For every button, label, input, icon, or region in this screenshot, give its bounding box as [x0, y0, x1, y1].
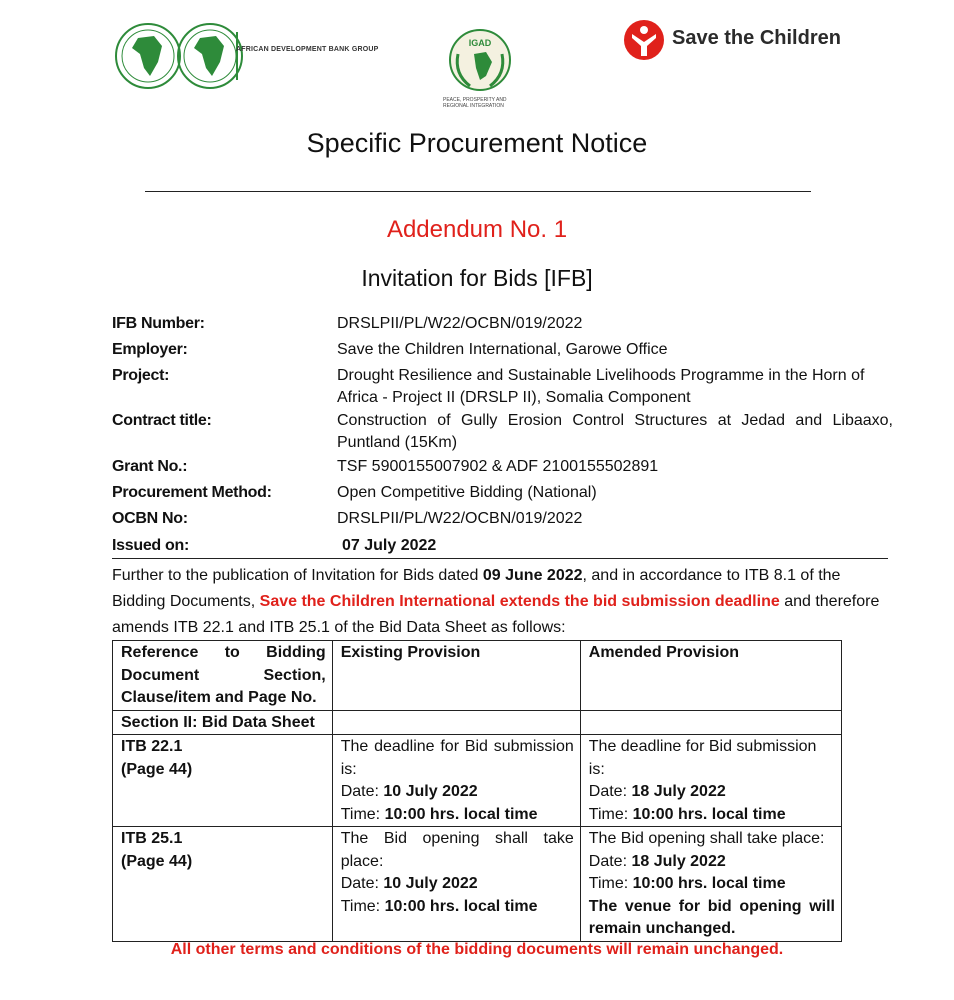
ifb-heading: Invitation for Bids [IFB]: [361, 265, 593, 291]
provision-text: The Bid opening shall take place:: [340, 830, 574, 870]
info-value: TSF 5900155007902 & ADF 2100155502891: [337, 458, 659, 475]
info-value: Open Competitive Bidding (National): [337, 484, 597, 501]
table-row: [113, 827, 842, 942]
amended-provision-cell: [580, 827, 841, 942]
info-label: IFB Number:: [112, 315, 205, 332]
info-label: Issued on:: [112, 537, 190, 554]
table-section-row: [113, 710, 842, 735]
info-value: DRSLPII/PL/W22/OCBN/019/2022: [337, 315, 583, 332]
empty-cell: [332, 710, 580, 735]
info-value: 07 July 2022: [342, 537, 437, 554]
time-value: 10:00 hrs. local time: [632, 805, 786, 823]
time-value: 10:00 hrs. local time: [384, 897, 538, 915]
date-value: 18 July 2022: [631, 783, 726, 800]
reference-item: ITB 25.1: [121, 830, 183, 847]
existing-provision-cell: [332, 735, 580, 827]
afdb-logo-icon: [110, 16, 400, 96]
empty-cell: [580, 710, 841, 735]
date-label: Date:: [340, 783, 384, 800]
reference-cell: [113, 827, 333, 942]
igad-label: PEACE, PROSPERITY AND REGIONAL INTEGRATION: [443, 97, 507, 109]
reference-page: (Page 44): [121, 760, 193, 778]
provision-text: The Bid opening shall take place:: [588, 830, 825, 847]
time-label: Time:: [588, 805, 633, 823]
addendum-heading: Addendum No. 1: [386, 216, 568, 243]
date-label: Date:: [340, 875, 384, 892]
paragraph-text: and therefore amends ITB 22.1 and ITB 25.1 of the Bid Data Sheet as follows:: [112, 593, 880, 636]
afdb-label: AFRICAN DEVELOPMENT BANK GROUP: [236, 46, 379, 53]
info-label: Project:: [112, 367, 170, 384]
logo-header: [0, 10, 954, 120]
existing-provision-cell: [332, 827, 580, 942]
date-label: Date:: [588, 783, 632, 800]
save-the-children-label: Save the Children: [672, 27, 841, 49]
info-value: Save the Children International, Garowe Office: [337, 341, 668, 358]
info-value: Construction of Gully Erosion Control Structures at Jedad and Libaaxo, Puntland (15Km): [337, 412, 893, 451]
paragraph-text: , and in accordance to ITB 8.1 of the Bidding Documents,: [112, 567, 841, 610]
time-label: Time:: [340, 897, 385, 915]
paragraph-text: Further to the publication of Invitation for Bids dated: [112, 567, 483, 584]
provision-time: [589, 873, 835, 896]
info-label: Contract title:: [112, 412, 212, 429]
section-label: Section II: Bid Data Sheet: [113, 710, 333, 735]
provision-text: The deadline for Bid submission is:: [340, 738, 574, 778]
info-value: DRSLPII/PL/W22/OCBN/019/2022: [337, 510, 583, 527]
time-label: Time:: [340, 805, 385, 823]
provision-text: The deadline for Bid submission is:: [588, 738, 817, 778]
reference-item: ITB 22.1: [121, 738, 183, 755]
header-reference: Reference to Bidding Document Section, Clause/item and Page No.: [113, 641, 333, 711]
page-title: Specific Procurement Notice: [306, 128, 648, 158]
reference-cell: [113, 735, 333, 827]
svg-text:IGAD: IGAD: [468, 38, 492, 48]
time-value: 10:00 hrs. local time: [384, 805, 538, 823]
provision-time: [589, 804, 835, 827]
provision-date: [341, 873, 574, 896]
info-label: Procurement Method:: [112, 484, 272, 501]
provision-date: [589, 781, 835, 804]
intro-paragraph: [112, 563, 892, 641]
info-label: OCBN No:: [112, 510, 188, 527]
provision-date: [589, 851, 835, 874]
reference-page: (Page 44): [121, 852, 193, 870]
venue-note: The venue for bid opening will remain unchanged.: [588, 897, 835, 937]
info-label: Employer:: [112, 341, 188, 358]
info-divider: [112, 558, 888, 559]
table-header-row: [113, 641, 842, 711]
provisions-table: [112, 640, 842, 942]
info-value: Drought Resilience and Sustainable Livelihoods Programme in the Horn of Africa - Project II (DRSLP II), Somalia Component: [337, 367, 865, 406]
date-value: 10 July 2022: [383, 783, 478, 800]
provision-date: [341, 781, 574, 804]
time-label: Time:: [588, 875, 633, 892]
header-existing: Existing Provision: [332, 641, 580, 711]
date-value: 10 July 2022: [383, 875, 478, 892]
publication-date: 09 June 2022: [482, 567, 583, 584]
time-value: 10:00 hrs. local time: [632, 875, 786, 892]
title-divider: [145, 191, 811, 192]
amended-provision-cell: [580, 735, 841, 827]
footer-note: All other terms and conditions of the bidding documents will remain unchanged.: [170, 941, 784, 958]
date-value: 18 July 2022: [631, 852, 726, 870]
date-label: Date:: [588, 852, 632, 870]
table-row: [113, 735, 842, 827]
provision-time: [341, 896, 574, 919]
info-label: Grant No.:: [112, 458, 188, 475]
header-amended: Amended Provision: [580, 641, 841, 711]
provision-time: [341, 804, 574, 827]
deadline-extension-notice: Save the Children International extends the bid submission deadline: [259, 593, 780, 610]
